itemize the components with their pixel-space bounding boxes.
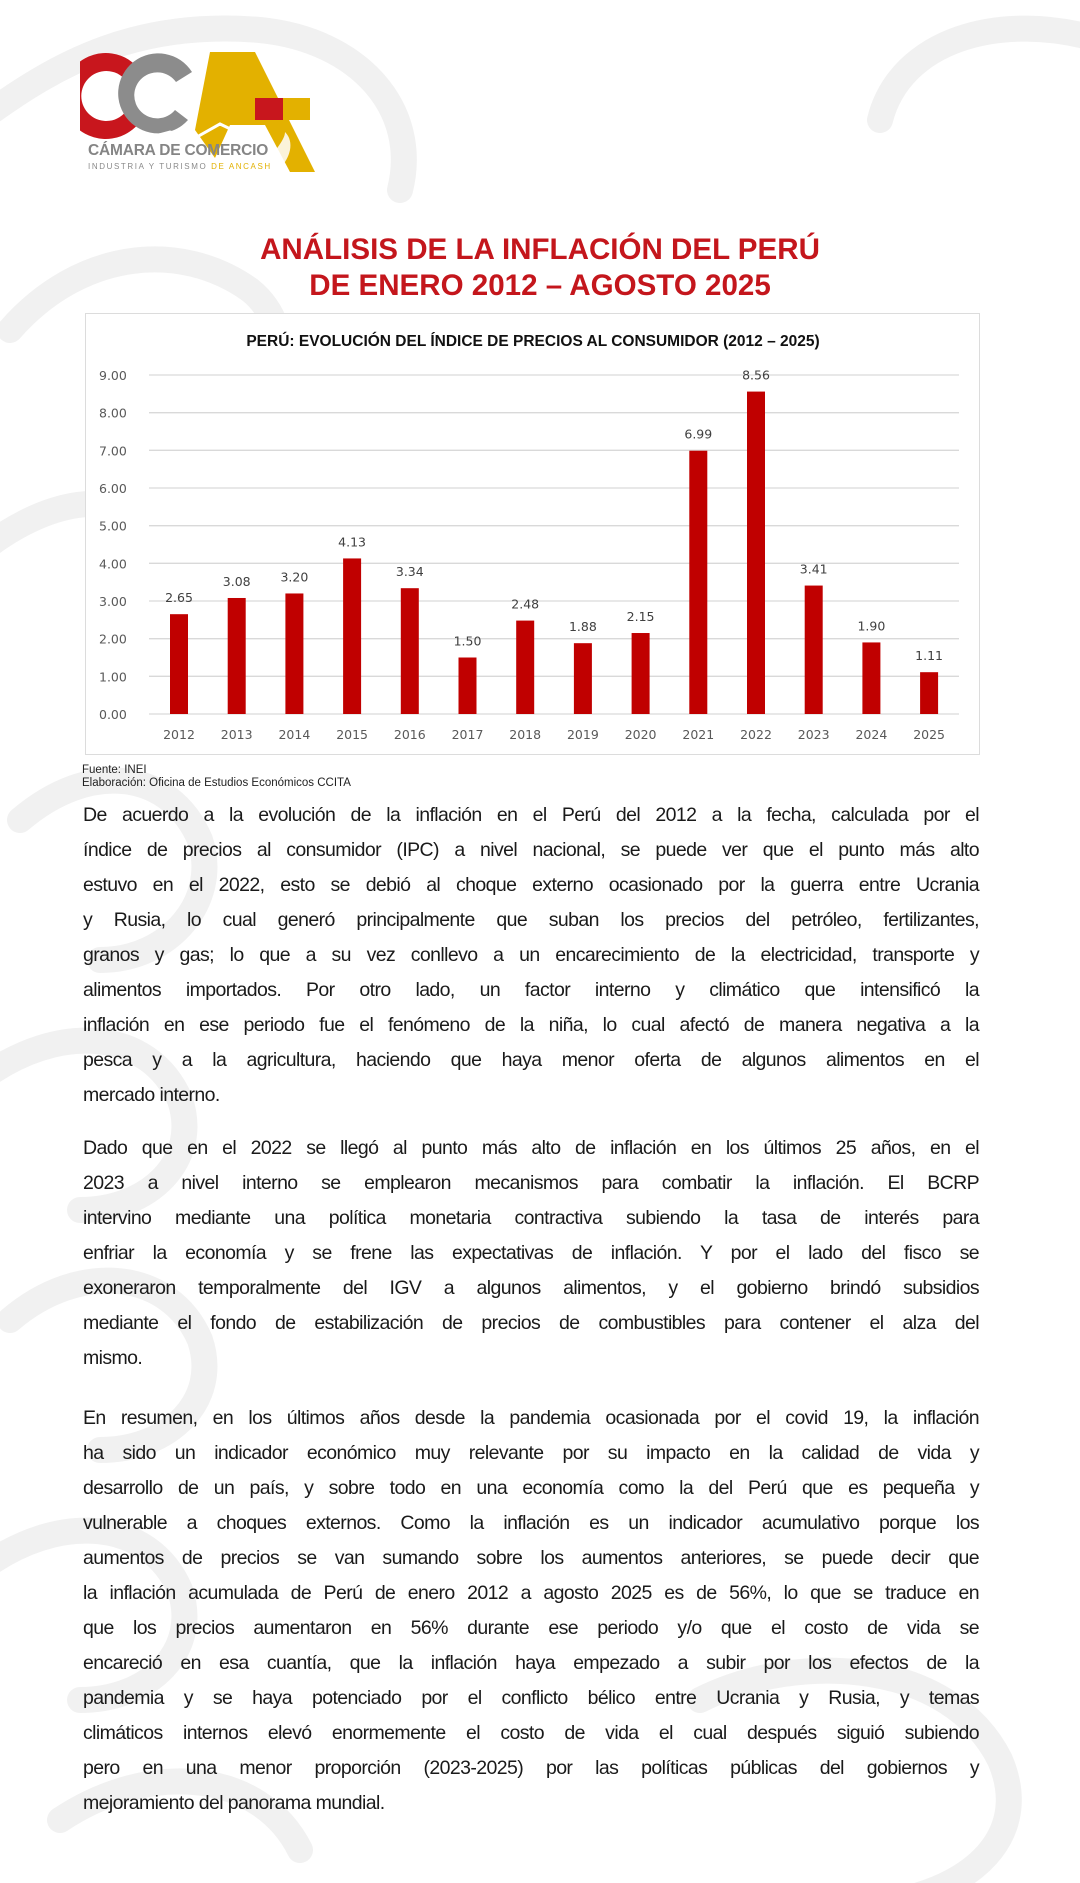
data-label: 1.88 (568, 619, 597, 635)
y-tick-label: 9.00 (99, 368, 127, 383)
paragraph-line: pesca y a la agricultura, haciendo que haya menor oferta de algunos alimentos en el (83, 1049, 979, 1071)
data-label: 1.11 (915, 648, 944, 664)
data-label: 3.20 (280, 569, 309, 585)
y-tick-label: 8.00 (99, 405, 127, 421)
paragraph-line: alimentos importados. Por otro lado, un factor interno y climático que intensificó la (83, 979, 979, 1001)
paragraph-line: la inflación acumulada de Perú de enero 2012 a agosto 2025 es de 56%, lo que se traduce en (83, 1582, 979, 1604)
x-tick-label: 2017 (451, 727, 484, 742)
paragraph-line: inflación en ese periodo fue el fenómeno de la niña, lo cual afectó de manera negativa a la (83, 1014, 979, 1036)
data-label: 3.34 (395, 564, 424, 580)
paragraph-line: estuvo en el 2022, esto se debió al choque externo ocasionado por la guerra entre Ucrania (83, 874, 979, 896)
paragraph-line: mediante el fondo de estabilización de precios de combustibles para contener el alza del (83, 1312, 979, 1334)
x-tick-label: 2019 (566, 727, 599, 742)
x-tick-label: 2020 (624, 727, 657, 742)
data-label: 1.50 (453, 633, 482, 649)
paragraph-line: pandemia y se haya potenciado por el conflicto bélico entre Ucrania y Rusia, y temas (83, 1687, 979, 1709)
paragraph-line: 2023 a nivel interno se emplearon mecanismos para combatir la inflación. El BCRP (83, 1172, 979, 1194)
x-tick-label: 2022 (740, 727, 772, 742)
y-tick-label: 6.00 (99, 481, 127, 496)
x-tick-label: 2016 (393, 727, 426, 742)
y-tick-label: 7.00 (99, 443, 127, 459)
x-tick-label: 2015 (336, 727, 369, 742)
bar-2024 (862, 642, 880, 714)
paragraph-line: índice de precios al consumidor (IPC) a nivel nacional, se puede ver que el punto más alto (83, 839, 979, 861)
page-title-line-1: ANÁLISIS DE LA INFLACIÓN DEL PERÚ (260, 233, 820, 266)
data-label: 6.99 (684, 426, 713, 442)
x-tick-label: 2014 (278, 727, 311, 742)
x-tick-label: 2025 (913, 727, 946, 742)
data-label: 2.15 (626, 609, 655, 625)
bar-2018 (516, 621, 534, 714)
paragraph-line: De acuerdo a la evolución de la inflación en el Perú del 2012 a la fecha, calculada por el (83, 804, 979, 826)
x-tick-label: 2024 (855, 727, 888, 742)
paragraph-line: granos y gas; lo que a su vez conllevo a un encarecimiento de la electricidad, transporte y (83, 944, 979, 966)
data-label: 2.48 (511, 596, 540, 612)
paragraph-line: climáticos internos elevó enormemente el costo de vida el cual después siguió subiendo (83, 1722, 979, 1744)
data-label: 2.65 (165, 590, 193, 606)
data-label: 3.08 (222, 573, 251, 589)
elaboration-line: Elaboración: Oficina de Estudios Económicos CCITA (82, 777, 351, 789)
logo-subtitle (88, 162, 272, 171)
x-tick-label: 2021 (682, 727, 715, 742)
bar-2017 (459, 658, 477, 715)
paragraph-line: que los precios aumentaron en 56% durante ese periodo y/o que el costo de vida se (83, 1617, 979, 1639)
chart-source (82, 764, 351, 790)
x-tick-label: 2018 (509, 727, 542, 742)
logo-subtitle-accent: DE ANCASH (211, 162, 272, 171)
paragraph-line: y Rusia, lo cual generó principalmente que suban los precios del petróleo, fertilizantes, (83, 909, 979, 931)
paragraph-line: ha sido un indicador económico muy relevante por su impacto en la calidad de vida y (83, 1442, 979, 1464)
paragraph-line: intervino mediante una política monetaria contractiva subiendo la tasa de interés para (83, 1207, 979, 1229)
paragraph-line: enfriar la economía y se frene las expectativas de inflación. Y por el lado del fisco se (83, 1242, 979, 1264)
bar-2013 (228, 598, 246, 714)
data-label: 3.41 (799, 561, 828, 577)
paragraph-line: desarrollo de un país, y sobre todo en una economía como la del Perú que es pequeña y (83, 1477, 979, 1499)
data-label: 1.90 (857, 618, 886, 634)
paragraph-line: vulnerable a choques externos. Como la inflación es un indicador acumulativo porque los (83, 1512, 979, 1534)
paragraph-1 (83, 798, 979, 1113)
paragraph-line: encareció en esa cuantía, que la inflación haya empezado a subir por los efectos de la (83, 1652, 979, 1674)
page-title (0, 232, 1080, 304)
inflation-chart (85, 313, 980, 755)
bar-2016 (401, 588, 419, 714)
inflation-chart-svg (86, 314, 981, 756)
paragraph-line: Dado que en el 2022 se llegó al punto más alto de inflación en los últimos 25 años, en el (83, 1137, 979, 1159)
x-tick-label: 2012 (163, 727, 195, 742)
bar-2022 (747, 392, 765, 714)
y-tick-label: 1.00 (99, 669, 127, 685)
paragraph-line: mercado interno. (83, 1084, 220, 1106)
page-title-line-2: DE ENERO 2012 – AGOSTO 2025 (309, 269, 771, 302)
paragraph-line: mejoramiento del panorama mundial. (83, 1792, 385, 1814)
y-tick-label: 2.00 (99, 631, 127, 647)
paragraph-2 (83, 1131, 979, 1376)
paragraph-line: pero en una menor proporción (2023-2025) por las políticas públicas del gobiernos y (83, 1757, 979, 1779)
paragraph-3 (83, 1401, 979, 1821)
bar-2023 (805, 586, 823, 714)
paragraph-line: exoneraron temporalmente del IGV a algunos alimentos, y el gobierno brindó subsidios (83, 1277, 979, 1299)
paragraph-line: aumentos de precios se van sumando sobre los aumentos anteriores, se puede decir que (83, 1547, 979, 1569)
y-tick-label: 4.00 (99, 556, 127, 572)
data-label: 8.56 (742, 367, 770, 383)
x-tick-label: 2013 (220, 727, 253, 742)
bar-2025 (920, 672, 938, 714)
bar-2020 (632, 633, 650, 714)
bar-2012 (170, 614, 188, 714)
paragraph-line: En resumen, en los últimos años desde la pandemia ocasionada por el covid 19, la inflación (83, 1407, 979, 1429)
source-line: Fuente: INEI (82, 764, 147, 776)
bar-2014 (285, 593, 303, 714)
logo-name: CÁMARA DE COMERCIO (88, 142, 269, 159)
data-label: 4.13 (338, 534, 367, 550)
x-tick-label: 2023 (797, 727, 830, 742)
paragraph-line: mismo. (83, 1347, 143, 1369)
bar-2019 (574, 643, 592, 714)
y-tick-label: 3.00 (99, 594, 127, 609)
bar-2021 (689, 451, 707, 714)
y-tick-label: 5.00 (99, 518, 127, 534)
logo-subtitle-main: INDUSTRIA Y TURISMO (88, 162, 208, 171)
chart-title: PERÚ: EVOLUCIÓN DEL ÍNDICE DE PRECIOS AL CONSUMIDOR (2012 – 2025) (246, 333, 820, 350)
bar-2015 (343, 558, 361, 714)
y-tick-label: 0.00 (99, 707, 127, 722)
